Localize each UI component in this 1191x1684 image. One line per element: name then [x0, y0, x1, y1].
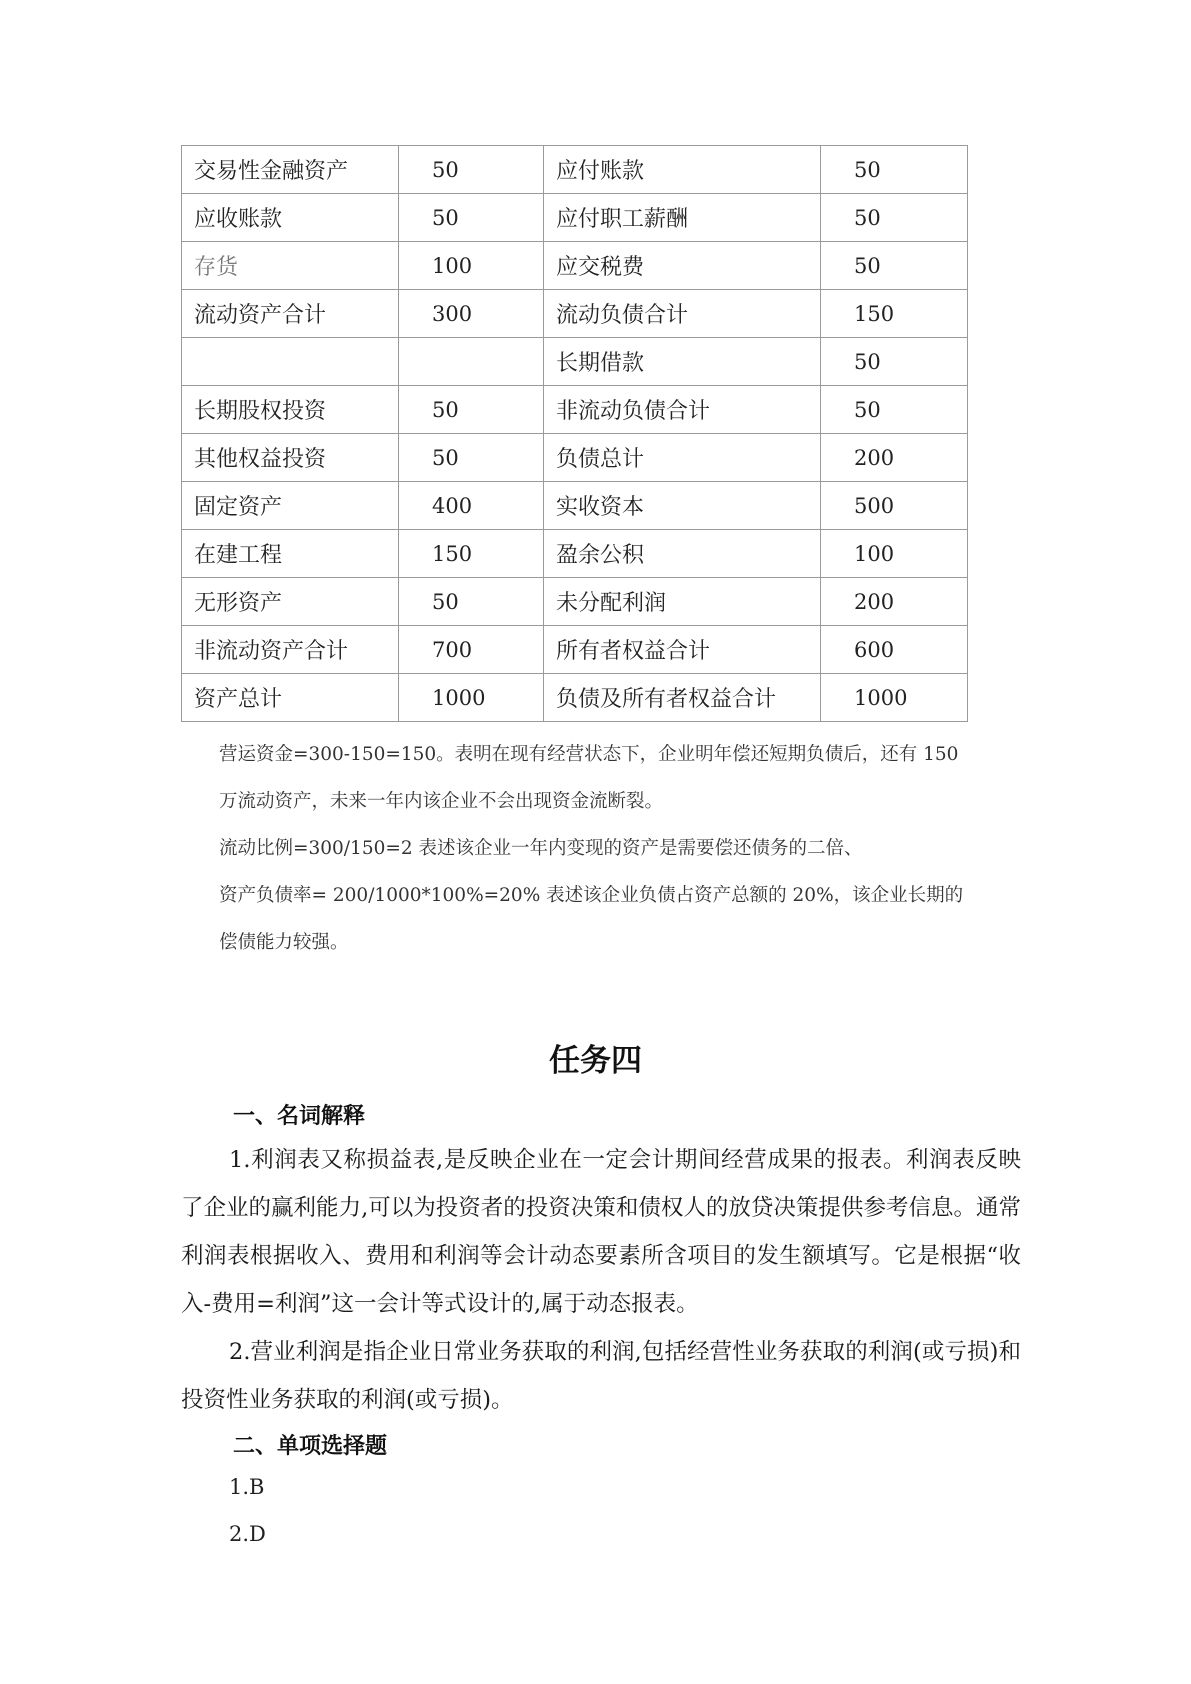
liability-value-cell: 50 — [821, 338, 968, 386]
liability-label-cell: 应交税费 — [544, 242, 821, 290]
asset-value-cell: 50 — [399, 146, 544, 194]
table-row — [182, 146, 968, 194]
table-row — [182, 194, 968, 242]
table-row — [182, 434, 968, 482]
liability-value-cell: 150 — [821, 290, 968, 338]
liability-label-cell: 负债总计 — [544, 434, 821, 482]
note-working-capital: 营运资金=300-150=150。表明在现有经营状态下，企业明年偿还短期负债后，还有 150 — [219, 744, 959, 765]
answer-item: 2.D — [229, 1522, 266, 1546]
asset-label-cell: 其他权益投资 — [182, 434, 399, 482]
liability-value-cell: 200 — [821, 578, 968, 626]
balance-sheet-table — [181, 145, 968, 722]
table-row — [182, 242, 968, 290]
liability-value-cell: 50 — [821, 194, 968, 242]
liability-label-cell: 流动负债合计 — [544, 290, 821, 338]
liability-value-cell: 50 — [821, 242, 968, 290]
table-row — [182, 626, 968, 674]
liability-value-cell: 50 — [821, 146, 968, 194]
note-debt-ratio: 资产负债率= 200/1000*100%=20% 表述该企业负债占资产总额的 20%，该企业长期的 — [219, 885, 964, 906]
asset-label-cell: 交易性金融资产 — [182, 146, 399, 194]
balance-sheet-body — [182, 146, 968, 722]
asset-value-cell: 50 — [399, 434, 544, 482]
note-working-capital-cont: 万流动资产，未来一年内该企业不会出现资金流断裂。 — [219, 791, 664, 812]
asset-value-cell: 50 — [399, 578, 544, 626]
table-row — [182, 578, 968, 626]
asset-value-cell: 50 — [399, 386, 544, 434]
asset-label-cell: 在建工程 — [182, 530, 399, 578]
liability-value-cell: 500 — [821, 482, 968, 530]
asset-label-cell: 无形资产 — [182, 578, 399, 626]
table-row — [182, 290, 968, 338]
asset-value-cell — [399, 338, 544, 386]
asset-label-cell — [182, 338, 399, 386]
section-title: 任务四 — [549, 1043, 642, 1079]
table-row — [182, 674, 968, 722]
liability-label-cell: 未分配利润 — [544, 578, 821, 626]
asset-value-cell: 100 — [399, 242, 544, 290]
note-current-ratio: 流动比例=300/150=2 表述该企业一年内变现的资产是需要偿还债务的二倍、 — [219, 838, 863, 859]
liability-value-cell: 600 — [821, 626, 968, 674]
liability-label-cell: 负债及所有者权益合计 — [544, 674, 821, 722]
asset-label-cell: 资产总计 — [182, 674, 399, 722]
note-debt-ratio-cont: 偿债能力较强。 — [219, 932, 349, 953]
heading-term-explanation: 一、名词解释 — [233, 1103, 366, 1129]
asset-label-cell: 长期股权投资 — [182, 386, 399, 434]
liability-label-cell: 所有者权益合计 — [544, 626, 821, 674]
liability-label-cell: 实收资本 — [544, 482, 821, 530]
asset-value-cell: 400 — [399, 482, 544, 530]
table-row — [182, 338, 968, 386]
asset-value-cell: 300 — [399, 290, 544, 338]
asset-value-cell: 1000 — [399, 674, 544, 722]
liability-label-cell: 长期借款 — [544, 338, 821, 386]
asset-label-cell: 应收账款 — [182, 194, 399, 242]
asset-label-cell: 流动资产合计 — [182, 290, 399, 338]
liability-label-cell: 非流动负债合计 — [544, 386, 821, 434]
asset-label-cell: 固定资产 — [182, 482, 399, 530]
liability-label-cell: 盈余公积 — [544, 530, 821, 578]
liability-value-cell: 1000 — [821, 674, 968, 722]
table-row — [182, 386, 968, 434]
asset-value-cell: 50 — [399, 194, 544, 242]
liability-label-cell: 应付账款 — [544, 146, 821, 194]
asset-label-cell: 存货 — [182, 242, 399, 290]
liability-value-cell: 200 — [821, 434, 968, 482]
answer-item: 1.B — [229, 1475, 265, 1499]
table-row — [182, 482, 968, 530]
asset-label-cell: 非流动资产合计 — [182, 626, 399, 674]
paragraph-operating-profit: 2.营业利润是指企业日常业务获取的利润,包括经营性业务获取的利润(或亏损)和投资性业务获取的利润(或亏损)。 — [181, 1339, 1021, 1413]
liability-value-cell: 50 — [821, 386, 968, 434]
heading-single-choice: 二、单项选择题 — [233, 1433, 388, 1459]
paragraph-income-statement: 1.利润表又称损益表,是反映企业在一定会计期间经营成果的报表。利润表反映了企业的赢利能力,可以为投资者的投资决策和债权人的放贷决策提供参考信息。通常利润表根据收入、费用和利润等会计动态要素所含项目的发生额填写。它是根据“收入-费用=利润”这一会计等式设计的,属于动态报表。 — [181, 1147, 1021, 1317]
asset-value-cell: 150 — [399, 530, 544, 578]
liability-value-cell: 100 — [821, 530, 968, 578]
liability-label-cell: 应付职工薪酬 — [544, 194, 821, 242]
table-row — [182, 530, 968, 578]
asset-value-cell: 700 — [399, 626, 544, 674]
